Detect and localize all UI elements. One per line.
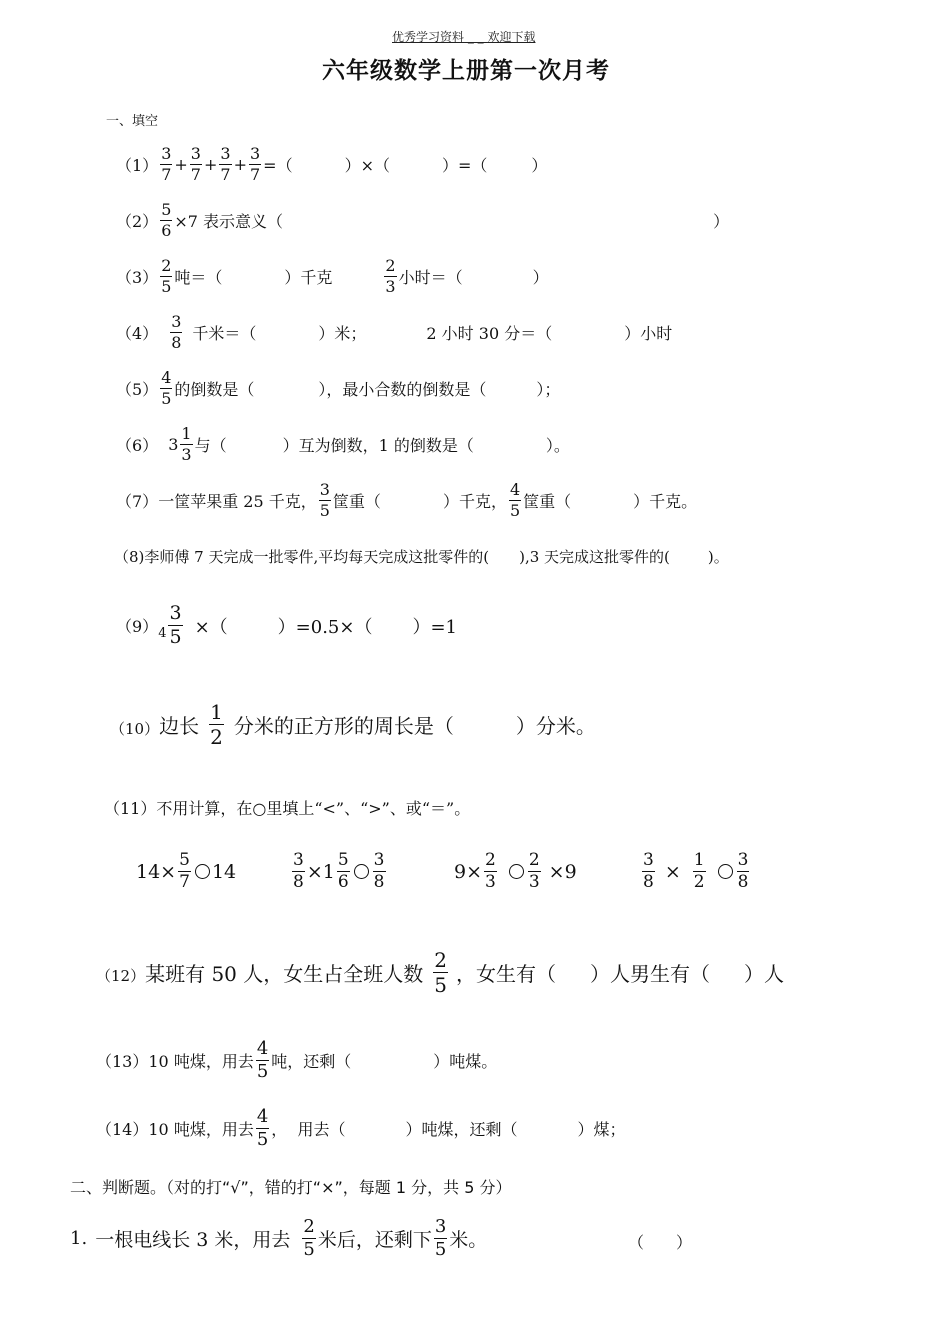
fraction: $\frac{4}{5}$	[509, 480, 521, 520]
fraction: $\frac{3}{7}$	[249, 144, 261, 184]
header-right: 欢迎下载	[487, 30, 536, 44]
text: ）	[713, 212, 730, 231]
question-5	[116, 370, 560, 407]
question-number: （12）	[96, 967, 146, 985]
text: )。	[707, 548, 729, 566]
fraction: $\frac{3}{8}$	[737, 850, 749, 892]
text: 千米＝（	[192, 324, 257, 343]
fraction: $\frac{2}{5}$	[303, 1216, 315, 1260]
text: ）千克。	[633, 492, 698, 511]
compare-circle[interactable]	[509, 864, 524, 879]
question-8	[114, 546, 729, 567]
question-number: （2）	[116, 212, 159, 231]
comparison-3: 9× $\frac{2}{3}$ $\frac{2}{3}$ ×9	[454, 850, 577, 892]
text: 小时＝（	[398, 268, 463, 287]
text: 筐重（	[332, 492, 381, 511]
question-number: （7）	[116, 492, 159, 511]
text: 筐重（	[523, 492, 572, 511]
text: （8)李师傅 7 天完成一批零件,平均每天完成这批零件的(	[114, 548, 490, 566]
text: ），最小合数的倒数是（	[318, 380, 487, 399]
fraction: $\frac{3}{8}$	[643, 850, 654, 892]
text: ，女生有（	[456, 962, 556, 986]
fraction: $\frac{5}{7}$	[179, 850, 190, 892]
compare-circle[interactable]	[718, 864, 733, 879]
text: ）=（	[442, 156, 488, 175]
question-13	[96, 1040, 497, 1081]
text: 一筐苹果重 25 千克，	[158, 492, 317, 511]
plus-sign: +	[174, 155, 188, 174]
question-number: （13）	[96, 1052, 149, 1071]
comparison-1: 14× $\frac{5}{7}$ 14	[136, 850, 237, 892]
question-2	[116, 202, 729, 239]
question-14	[96, 1108, 626, 1149]
page-title: 六年级数学上册第一次月考	[322, 58, 610, 84]
text: 边长	[159, 714, 200, 738]
text: ）千克，	[442, 492, 507, 511]
compare-circle[interactable]	[195, 864, 210, 879]
fraction: $\frac{1}{2}$	[693, 850, 705, 892]
text: ）=0.5×（	[277, 616, 373, 638]
question-10	[110, 702, 596, 747]
question-number: （14）	[96, 1120, 149, 1139]
comparison-4: $\frac{3}{8}$ × $\frac{1}{2}$ $\frac{3}{8}$	[643, 850, 749, 892]
text: 吨＝（	[174, 268, 223, 287]
text: ）煤；	[577, 1120, 626, 1139]
question-number: （6）	[116, 436, 159, 455]
question-6	[116, 426, 570, 463]
text: ）人	[744, 962, 784, 986]
fraction: $\frac{4}{5}$	[256, 1038, 269, 1082]
fraction: $\frac{4}{5}$	[161, 368, 172, 408]
fraction: $\frac{3}{7}$	[190, 144, 201, 184]
question-12	[96, 950, 784, 995]
fraction: $\frac{3}{8}$	[373, 850, 385, 892]
question-4	[116, 314, 672, 351]
mixed-number: 3 $\frac{1}{3}$	[168, 424, 192, 464]
question-7	[116, 482, 697, 519]
text: ）	[532, 268, 549, 287]
question-number: （3）	[116, 268, 159, 287]
plus-sign: +	[233, 155, 247, 174]
text: 2 小时 30 分＝（	[426, 324, 553, 343]
fraction: $\frac{3}{8}$	[293, 850, 304, 892]
text: ）分米。	[515, 714, 596, 738]
text: ）	[531, 156, 548, 175]
mixed-number: 4 $\frac{3}{5}$	[158, 602, 182, 648]
text: ）人男生有（	[590, 962, 710, 986]
judgement-1-answer[interactable]: （ ）	[628, 1233, 693, 1252]
text: ， 用去（	[271, 1120, 346, 1139]
fraction: $\frac{3}{7}$	[220, 144, 231, 184]
text: 吨，还剩（	[271, 1052, 352, 1071]
text: ×7 表示意义（	[174, 212, 284, 231]
section-fill-in-label: 一、填空	[106, 114, 159, 129]
plus-sign: +	[203, 155, 218, 174]
text: ）千克	[284, 268, 333, 287]
text: ）米；	[318, 324, 367, 343]
text: 米。	[449, 1229, 488, 1251]
header-left: 优秀学习资料	[392, 30, 465, 44]
fraction: $\frac{5}{6}$	[337, 850, 349, 892]
fraction: $\frac{3}{7}$	[161, 144, 172, 184]
text: 10 吨煤，用去	[148, 1120, 254, 1139]
compare-circle[interactable]	[354, 864, 369, 879]
question-number: （9）	[116, 617, 159, 636]
text: （11）不用计算，在○里填上“<”、“>”、或“＝”。	[104, 799, 471, 818]
header-watermark: 优秀学习资料 _ _ 欢迎下载	[392, 30, 536, 44]
fraction: $\frac{1}{2}$	[210, 700, 223, 749]
question-number: 1.	[70, 1228, 88, 1249]
comparison-2: $\frac{3}{8}$ ×1 $\frac{5}{6}$ $\frac{3}{8}$	[293, 850, 385, 892]
fraction: $\frac{3}{5}$	[319, 480, 330, 520]
text: ）小时	[624, 324, 673, 343]
question-1	[116, 146, 547, 183]
fraction: $\frac{2}{3}$	[485, 850, 496, 892]
text: ×（	[194, 616, 228, 638]
text: ）；	[536, 380, 561, 399]
text: ）。	[545, 436, 570, 455]
text: 10 吨煤，用去	[148, 1052, 254, 1071]
fraction: $\frac{2}{5}$	[161, 256, 172, 296]
text: ),3 天完成这批零件的(	[519, 548, 670, 566]
question-9	[116, 604, 457, 647]
question-11	[104, 796, 470, 819]
question-number: （4）	[116, 324, 159, 343]
question-number: （10）	[110, 720, 160, 738]
fraction: $\frac{2}{3}$	[528, 850, 540, 892]
text: 分米的正方形的周长是（	[233, 714, 454, 738]
text: 米后，还剩下	[317, 1229, 432, 1251]
fraction: $\frac{2}{3}$	[385, 256, 396, 296]
text: ）吨煤。	[433, 1052, 498, 1071]
text: ）=1	[412, 616, 457, 638]
fraction: $\frac{3}{5}$	[434, 1216, 447, 1260]
question-number: （1）	[116, 156, 159, 175]
text: 一根电线长 3 米，用去	[95, 1229, 291, 1251]
text: ）×（	[344, 156, 390, 175]
text: 的倒数是（	[174, 380, 255, 399]
fraction: $\frac{5}{6}$	[161, 200, 172, 240]
fraction: $\frac{3}{8}$	[171, 312, 182, 352]
fraction: $\frac{2}{5}$	[434, 948, 447, 997]
fraction: $\frac{4}{5}$	[256, 1106, 269, 1150]
question-3	[116, 258, 549, 295]
section-judgement-label: 二、判断题。（对的打“√”，错的打“×”，每题 1 分，共 5 分）	[70, 1178, 512, 1197]
text: =（	[263, 156, 293, 175]
question-number: （5）	[116, 380, 159, 399]
text: ）吨煤，还剩（	[405, 1120, 518, 1139]
text: 某班有 50 人，女生占全班人数	[145, 962, 424, 986]
judgement-1	[70, 1218, 487, 1259]
text: 与（	[194, 436, 227, 455]
text: ）互为倒数，1 的倒数是（	[282, 436, 474, 455]
